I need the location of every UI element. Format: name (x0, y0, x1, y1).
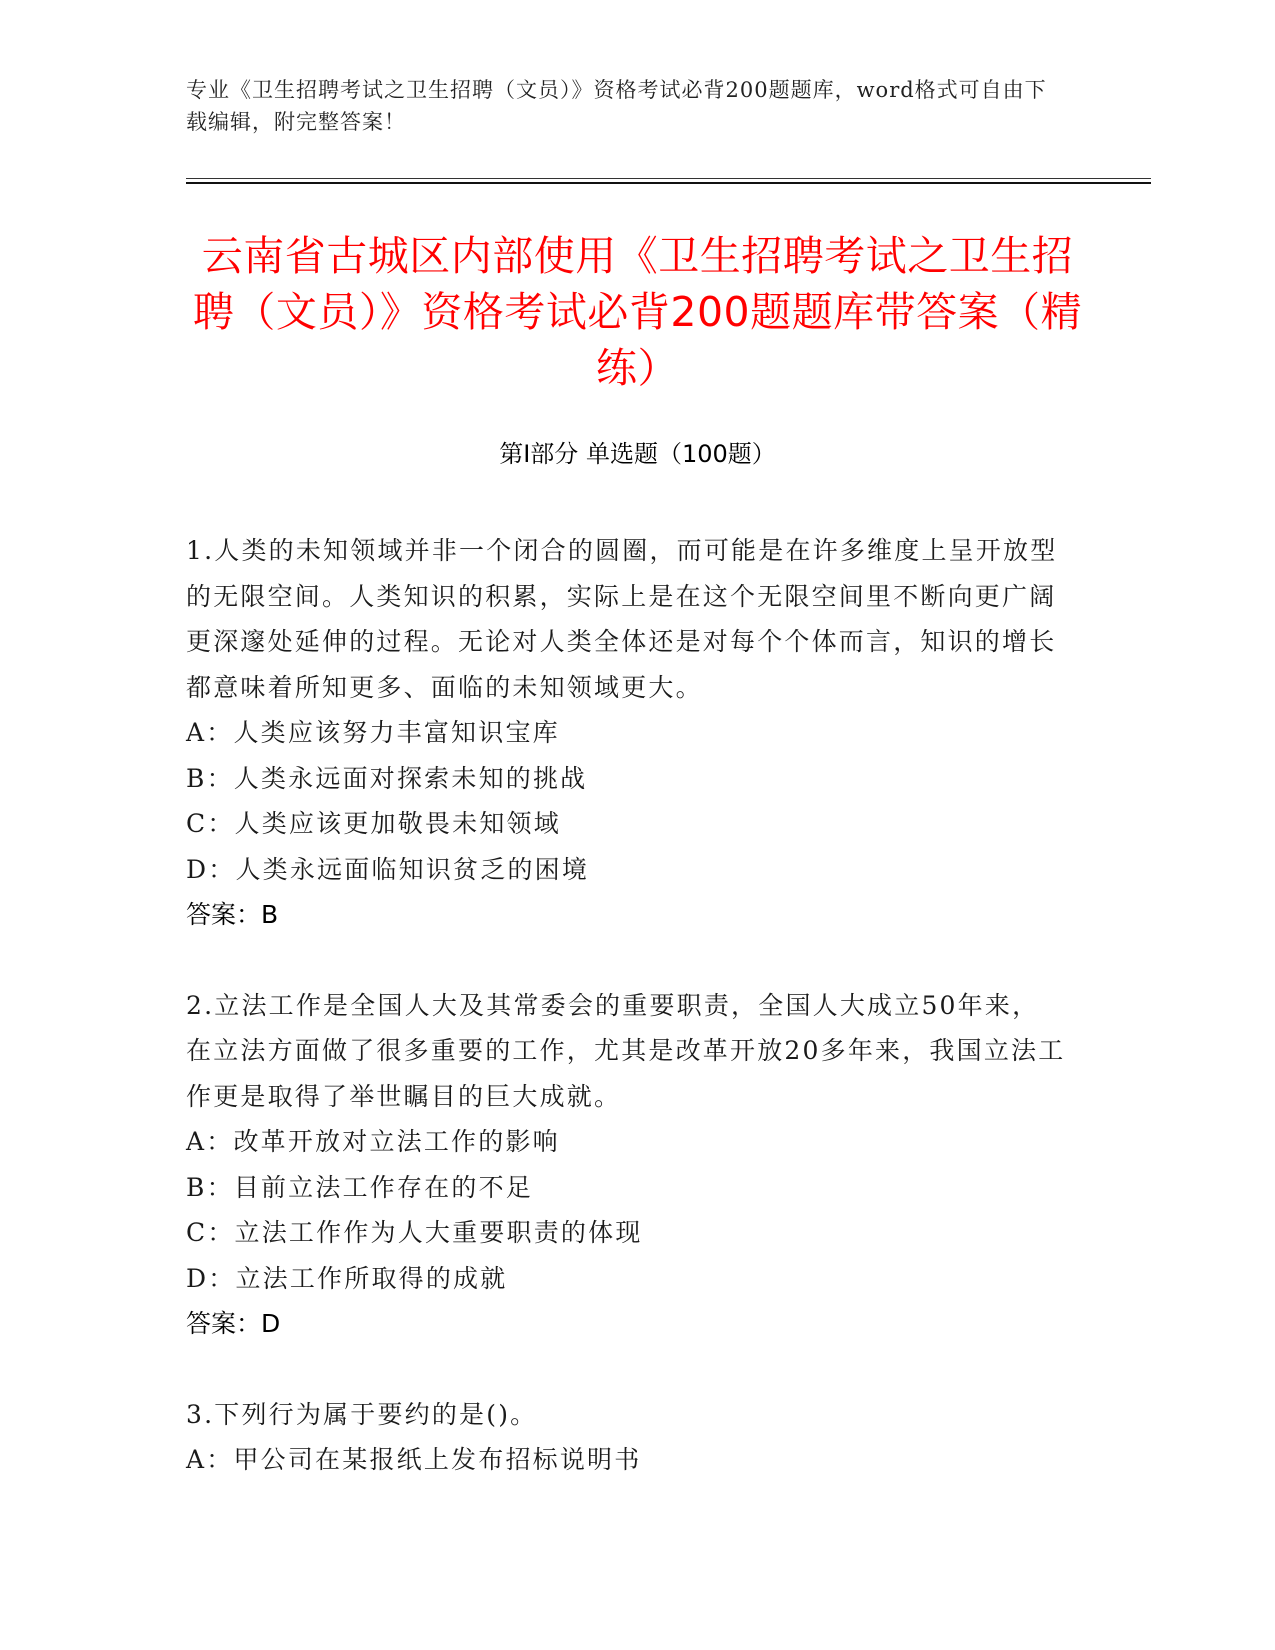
option-a: A：改革开放对立法工作的影响 (186, 1127, 560, 1156)
question-list (186, 528, 1066, 1483)
question-stem: 2.立法工作是全国人大及其常委会的重要职责，全国人大成立50年来，在立法方面做了很多重要的工作，尤其是改革开放20多年来，我国立法工作更是取得了举世瞩目的巨大成就。 (186, 990, 1066, 1111)
section-title: 第Ⅰ部分 单选题（100题） (499, 440, 776, 468)
answer: 答案：D (186, 1309, 281, 1338)
option-b: B：人类永远面对探索未知的挑战 (186, 763, 588, 793)
option-c: C：人类应该更加敬畏未知领域 (186, 809, 561, 838)
question-spacer (186, 1347, 1066, 1392)
question-1 (186, 528, 1066, 938)
header-divider-thin (186, 178, 1151, 179)
question-3 (186, 1392, 1066, 1483)
option-c: C：立法工作作为人大重要职责的体现 (186, 1218, 643, 1247)
question-stem: 3.下列行为属于要约的是()。 (186, 1399, 538, 1429)
option-a: A：甲公司在某报纸上发布招标说明书 (186, 1445, 642, 1474)
option-a: A：人类应该努力丰富知识宝库 (186, 718, 560, 747)
question-2 (186, 983, 1066, 1347)
question-stem: 1.人类的未知领域并非一个闭合的圆圈，而可能是在许多维度上呈开放型的无限空间。人类知识的积累，实际上是在这个无限空间里不断向更广阔更深邃处延伸的过程。无论对人类全体还是对每个个体而言，知识的增长都意味着所知更多、面临的未知领域更大。 (186, 536, 1058, 702)
option-d: D：人类永远面临知识贫乏的困境 (186, 854, 590, 884)
option-d: D：立法工作所取得的成就 (186, 1263, 508, 1293)
document-title: 云南省古城区内部使用《卫生招聘考试之卫生招聘（文员）》资格考试必背200题题库带答案（精练） (192, 232, 1083, 392)
option-b: B：目前立法工作存在的不足 (186, 1172, 533, 1202)
answer: 答案：B (186, 900, 279, 929)
header-divider-thick (186, 182, 1151, 184)
header-note: 专业《卫生招聘考试之卫生招聘（文员）》资格考试必背200题题库，word格式可自由下载编辑，附完整答案！ (186, 78, 1047, 134)
question-spacer (186, 938, 1066, 983)
